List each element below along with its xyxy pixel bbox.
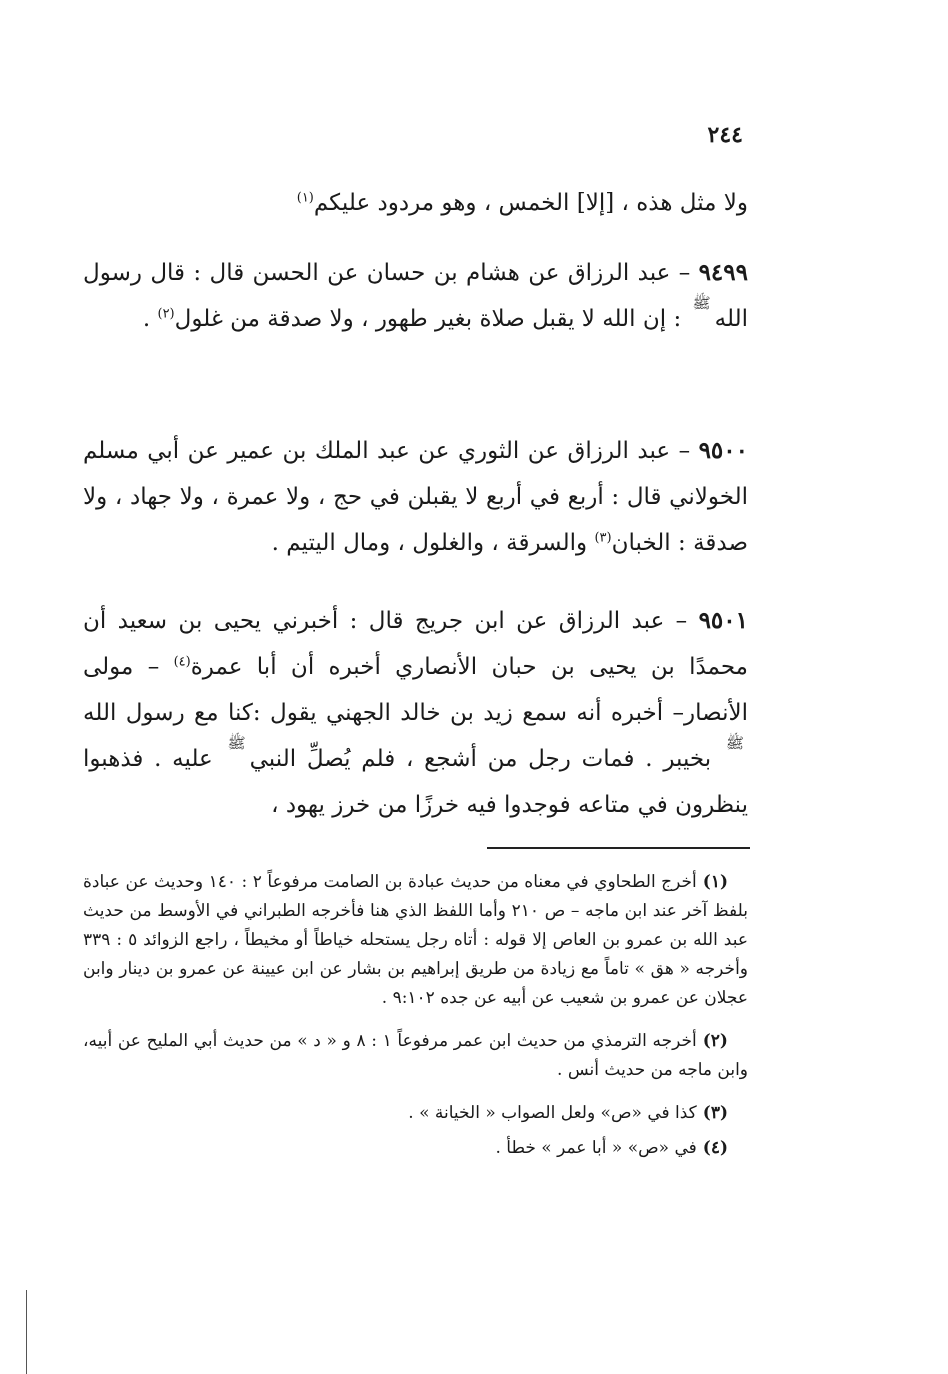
footnote-text: في «ص» « أبا عمر » خطأ . [495, 1138, 697, 1158]
hadith-text: عليه . فذهبوا ينظرون في متاعه فوجدوا فيه خرزًا من خرز يهود ، [83, 746, 748, 818]
hadith-9499 [83, 250, 748, 342]
footnote-mark: (٤) [702, 1138, 728, 1158]
salutation-glyph: ﷺ [725, 734, 744, 752]
hadith-text: – عبد الرزاق عن هشام بن حسان عن الحسن قال : قال رسول الله [83, 260, 748, 332]
hadith-text: . [142, 306, 158, 332]
page-number: ٢٤٤ [707, 122, 743, 148]
footnote-ref[interactable]: (١) [296, 190, 314, 206]
footnote-2 [83, 1027, 748, 1085]
footnotes-section [83, 868, 748, 1169]
footnote-mark: (٢) [702, 1031, 728, 1051]
footnote-ref[interactable]: (٢) [157, 306, 175, 322]
paragraph-continuation [83, 180, 748, 226]
hadith-text: : إن الله لا يقبل صلاة بغير طهور ، ولا صدقة من غلول [174, 306, 689, 332]
footnote-mark: (٣) [702, 1103, 728, 1123]
scan-margin-line [26, 1290, 27, 1374]
footnote-text: أخرجه الترمذي من حديث ابن عمر مرفوعاً ١ : ٨ و « د » من حديث أبي المليح عن أبيه، وابن ماجه من حديث أنس . [83, 1031, 748, 1080]
hadith-number: ٩٤٩٩ [698, 259, 748, 286]
hadith-text: – عبد الرزاق عن ابن جريج قال : أخبرني يحيى بن سعيد أن محمدًا بن يحيى بن حبان الأنصاري أخبره أن أبا عمرة [83, 608, 748, 680]
footnote-ref[interactable]: (٣) [594, 530, 612, 546]
footnote-4 [83, 1134, 748, 1163]
hadith-text: – عبد الرزاق عن الثوري عن عبد الملك بن عمير عن أبي مسلم الخولاني قال : أربع في أربع لا يقبلن في حج ، ولا عمرة ، ولا جهاد ، ولا صدقة : الخبان [83, 438, 748, 556]
hadith-text: بخيبر . فمات رجل من أشجع ، فلم يُصلِّ النبي [249, 746, 722, 772]
hadith-number: ٩٥٠١ [698, 607, 748, 634]
salutation-glyph: ﷺ [227, 734, 246, 752]
hadith-text: والسرقة ، والغلول ، ومال اليتيم . [271, 530, 595, 556]
paragraph-text: ولا مثل هذه ، [إلا] الخمس ، وهو مردود عليكم [313, 190, 748, 216]
footnote-divider [487, 847, 750, 849]
footnote-text: كذا في «ص» ولعل الصواب « الخيانة » . [408, 1103, 697, 1123]
footnote-1 [83, 868, 748, 1013]
hadith-9500 [83, 428, 748, 566]
footnote-3 [83, 1099, 748, 1128]
hadith-number: ٩٥٠٠ [698, 437, 748, 464]
footnote-text: أخرج الطحاوي في معناه من حديث عبادة بن الصامت مرفوعاً ٢ : ١٤٠ وحديث عن عبادة بلفظ آخر عند ابن ماجه – ص ٢١٠ وأما اللفظ الذي هنا فأخرجه الطبراني في الأوسط من حديث عبد الله بن عمرو بن العاص إلا قوله : أتاه رجل يستحله خياطاً أو مخيطاً ، راجع الزوائد ٥ : ٣٣٩ وأخرجه « هق » تاماً مع زيادة من طريق إبراهيم بن بشار عن ابن عيينة عن عمرو بن دينار وابن عجلان عن عمرو بن شعيب عن أبيه عن جده ٩:١٠٢ . [83, 872, 748, 1008]
footnote-ref[interactable]: (٤) [173, 654, 191, 670]
hadith-9501 [83, 598, 748, 828]
footnote-mark: (١) [702, 872, 728, 892]
salutation-glyph: ﷺ [692, 294, 711, 312]
hadith-text: – مولى الأنصار– أخبره أنه سمع زيد بن خالد الجهني يقول :كنا مع رسول الله [83, 654, 748, 726]
